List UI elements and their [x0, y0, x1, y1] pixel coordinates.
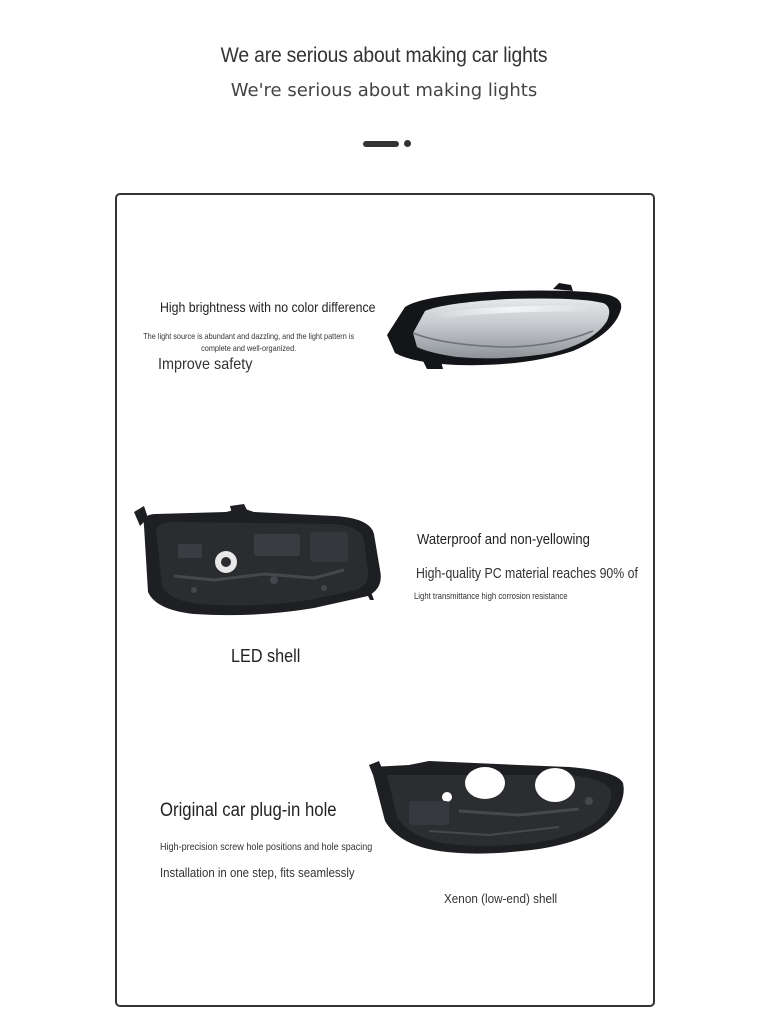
- feature-description-plug-in-2: Installation in one step, fits seamlessly: [160, 865, 355, 880]
- page-title: We are serious about making car lights: [220, 44, 548, 67]
- product-caption-xenon-shell: Xenon (low-end) shell: [444, 891, 558, 906]
- feature-heading-waterproof: Waterproof and non-yellowing: [417, 531, 590, 548]
- led-housing-icon: [134, 504, 386, 622]
- feature-card: [115, 193, 655, 1007]
- pager-indicator[interactable]: [404, 140, 411, 147]
- feature-tag-safety: Improve safety: [158, 356, 253, 373]
- product-caption-led-shell: LED shell: [231, 646, 301, 666]
- feature-description-plug-in: High-precision screw hole positions and hole spacing: [160, 841, 373, 853]
- pager-indicator-active[interactable]: [363, 141, 399, 147]
- page-subtitle: We're serious about making lights: [230, 80, 538, 101]
- feature-heading-brightness: High brightness with no color difference: [160, 299, 376, 315]
- feature-description-waterproof-2: Light transmittance high corrosion resistance: [414, 591, 568, 601]
- carousel-pager: [363, 140, 411, 147]
- feature-description-waterproof: High-quality PC material reaches 90% of: [416, 566, 638, 582]
- xenon-housing-icon: [369, 761, 631, 861]
- feature-description-brightness: The light source is abundant and dazzling, and the light pattern is complete and well-organized.: [143, 331, 355, 353]
- feature-heading-plug-in: Original car plug-in hole: [160, 800, 337, 821]
- headlight-lens-icon: [383, 281, 627, 375]
